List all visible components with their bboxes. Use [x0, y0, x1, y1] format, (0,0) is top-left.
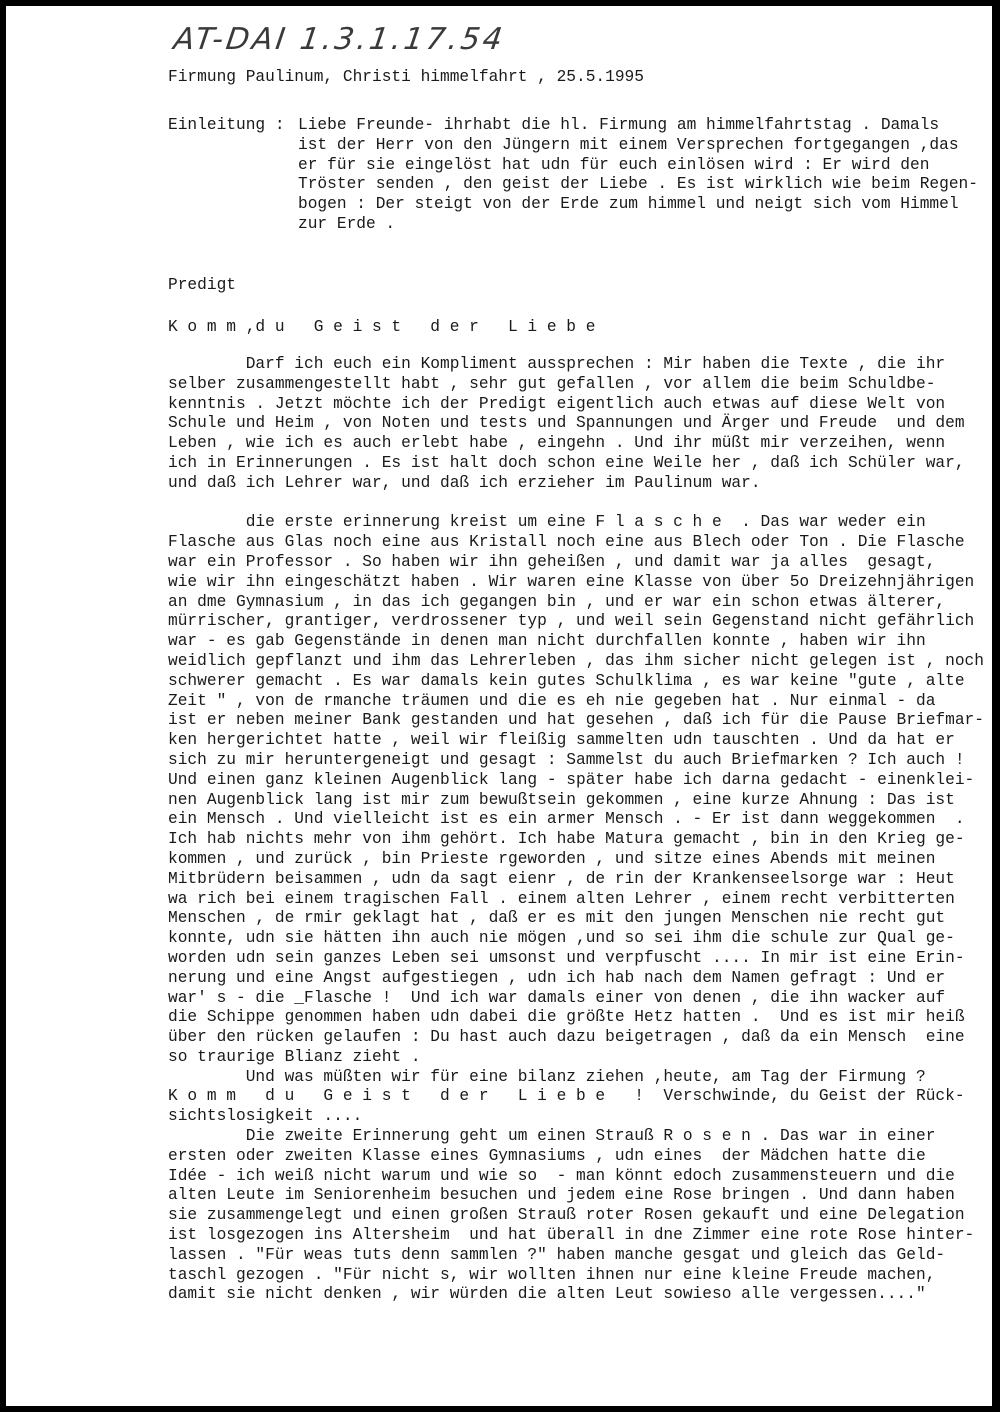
section-label-predigt: Predigt — [168, 276, 236, 294]
sermon-body-text: Darf ich euch ein Kompliment aussprechen : Mir haben die Texte , die ihr selber zusammengestellt habt , sehr gut gefallen , vor allem die beim Schuldbe- kenntnis . Jetzt möchte ich der Predigt eigentlich auch etwas auf diese Welt von Schule und Heim , von Noten und tests und Spannungen und Ärger und Freude und dem Leben , wie ich es auch erlebt habe , eingehn . Und ihr müßt mir verzeihen, wenn ich in Erinnerungen . Es ist halt doch schon eine Weile her , daß ich Schüler war, und daß ich Lehrer war, und daß ich erzieher im Paulinum war. die erste erinnerung kreist um eine F l a s c h e . Das war weder ein Flasche aus Glas noch eine aus Kristall noch eine aus Blech oder Ton . Die Flasche war ein Professor . So haben wir ihn geheißen , und damit war ja alles gesagt, wie wir ihn eingeschätzt haben . Wir waren eine Klasse von über 5o Dreizehnjährigen an dme Gymnasium , in das ich gegangen bin , und er war ein schon etwas älterer, mürrischer, grantiger, verdrossener typ , und weil sein Gegenstand nicht gefährlich war - es gab Gegenstände in denen man nicht durchfallen konnte , haben wir ihn weidlich gepflanzt und ihm das Lehrerleben , das ihm sicher nicht gelegen ist , noch schwerer gemacht . Es war damals kein gutes Schulklima , es war keine "gute , alte Zeit " , von de rmanche träumen und die es eh nie gegeben hat . Nur einmal - da ist er neben meiner Bank gestanden und hat gesehen , daß ich für die Pause Briefmar- ken hergerichtet hatte , weil wir fleißig sammelten udn tauschten . Und da hat er sich zu mir heruntergeneigt und gesagt : Sammelst du auch Briefmarken ? Ich auch ! Und einen ganz kleinen Augenblick lang - später habe ich darna gedacht - einenklei- nen Augenblick lang ist mir zum bewußtsein gekommen , eine kurze Ahnung : Das ist ein Mensch . Und vielleicht ist es ein armer Mensch . - Er ist dann weggekommen . Ich hab nichts mehr von ihm gehört. Ich habe Matura gemacht , bin in den Krieg ge- kommen , und zurück , bin Prieste rgeworden , und sitze eines Abends mit meinen Mitbrüdern beisammen , udn da sagt eienr , de rin der Krankenseelsorge war : Heut wa rich bei einem tragischen Fall . einem alten Lehrer , einem recht verbitterten Menschen , de rmir geklagt hat , daß er es mit den jungen Menschen nie recht gut konnte, udn sie hätten ihn auch nie mögen ,und so sei ihm die schule zur Qual ge- worden udn sein ganzes Leben sei umsonst und verpfuscht .... In mir ist eine Erin- nerung und eine Angst aufgestiegen , udn ich hab nach dem Namen gefragt : Und er war' s - die _Flasche ! Und ich war damals einer von denen , die ihn wacker auf die Schippe genommen haben udn dabei die größte Hetz hatten . Und es ist mir heiß über den rücken gelaufen : Du hast auch dazu beigetragen , daß da ein Mensch eine so traurige Blianz zieht . Und was müßten wir für eine bilanz ziehen ,heute, am Tag der Firmung ? K o m m d u G e i s t d e r L i e b e ! Verschwinde, du Geist der Rück- sichtslosigkeit .... Die zweite Erinnerung geht um einen Strauß R o s e n . Das war in einer ersten oder zweiten Klasse eines Gymnasiums , udn eines der Mädchen hatte die Idée - ich weiß nicht warum und wie so - man könnt edoch zusammensteuern und die alten Leute im Seniorenheim besuchen und jedem eine Rose bringen . Und dann haben sie zusammengelegt und einen großen Strauß roter Rosen gekauft und eine Delegation ist losgezogen ins Altersheim und hat überall in dne Zimmer eine rote Rose hinter- lassen . "Für weas tuts denn sammlen ?" haben manche gesgat und gleich das Geld- taschl gezogen . "Für nicht s, wir wollten ihnen nur eine kleine Freude machen, damit sie nicht denken , wir würden die alten Leut sowieso alle vergessen...." — [168, 355, 984, 1304]
document-heading: Firmung Paulinum, Christi himmelfahrt , 25.5.1995 — [168, 68, 644, 86]
sermon-theme-title: K o m m ,d u G e i s t d e r L i e b e — [168, 318, 596, 336]
intro-label: Einleitung : — [168, 116, 285, 134]
document-page — [6, 6, 992, 1406]
archive-reference-handwritten: AT-DAI 1.3.1.17.54 — [171, 22, 508, 57]
intro-paragraph: Liebe Freunde- ihrhabt die hl. Firmung am himmelfahrtstag . Damals ist der Herr von den Jüngern mit einem Versprechen fortgegangen ,das er für sie eingelöst hat udn für euch einlösen wird : Er wird den Tröster senden , den geist der Liebe . Es ist wirklich wie beim Regen- bogen : Der steigt von der Erde zum himmel und neigt sich vom Himmel zur Erde . — [298, 116, 978, 233]
